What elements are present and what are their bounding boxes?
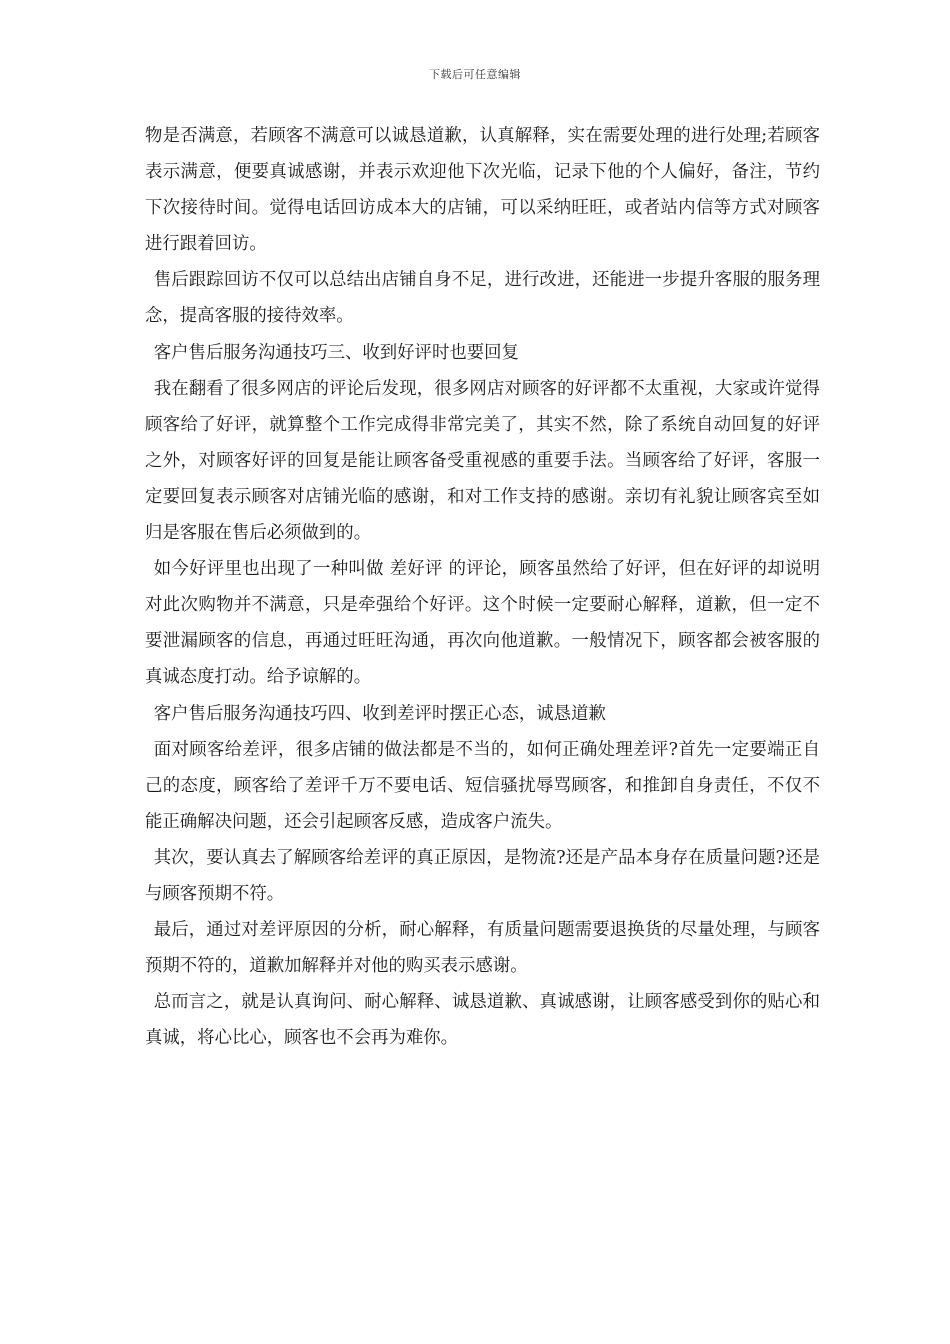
section-heading-3: 客户售后服务沟通技巧三、收到好评时也要回复 — [153, 342, 519, 363]
paragraph-9: 最后，通过对差评原因的分析，耐心解释，有质量问题需要退换货的尽量处理，与顾客预期不符的，道歉加解释并对他的购买表示感谢。 — [145, 920, 820, 977]
document-body — [145, 118, 820, 1056]
paragraph-7: 面对顾客给差评，很多店铺的做法都是不当的，如何正确处理差评?首先一定要端正自己的态度，顾客给了差评千万不要电话、短信骚扰辱骂顾客，和推卸自身责任，不仅不能正确解决问题，还会引起顾客反感，造成客户流失。 — [145, 739, 820, 832]
paragraph-1: 物是否满意，若顾客不满意可以诚恳道歉，认真解释，实在需要处理的进行处理;若顾客表示满意，便要真诚感谢，并表示欢迎他下次光临，记录下他的个人偏好，备注，节约下次接待时间。觉得电话回访成本大的店铺，可以采纳旺旺，或者站内信等方式对顾客进行跟着回访。 — [145, 126, 820, 255]
paragraph-10: 总而言之，就是认真询问、耐心解释、诚恳道歉、真诚感谢，让顾客感受到你的贴心和真诚，将心比心，顾客也不会再为难你。 — [145, 992, 820, 1049]
paragraph-8: 其次，要认真去了解顾客给差评的真正原因，是物流?还是产品本身存在质量问题?还是与顾客预期不符。 — [145, 847, 820, 904]
paragraph-2: 售后跟踪回访不仅可以总结出店铺自身不足，进行改进，还能进一步提升客服的服务理念，提高客服的接待效率。 — [145, 270, 820, 327]
paragraph-5: 如今好评里也出现了一种叫做 差好评 的评论，顾客虽然给了好评，但在好评的却说明对此次购物并不满意，只是牵强给个好评。这个时候一定要耐心解释，道歉，但一定不要泄漏顾客的信息，再通过旺旺沟通，再次向他道歉。一般情况下，顾客都会被客服的真诚态度打动。给予谅解的。 — [145, 559, 820, 688]
page-header: 下载后可任意编辑 — [429, 68, 521, 81]
paragraph-4: 我在翻看了很多网店的评论后发现，很多网店对顾客的好评都不太重视，大家或许觉得顾客给了好评，就算整个工作完成得非常完美了，其实不然，除了系统自动回复的好评之外，对顾客好评的回复是能让顾客备受重视感的重要手法。当顾客给了好评，客服一定要回复表示顾客对店铺光临的感谢，和对工作支持的感谢。亲切有礼貌让顾客宾至如归是客服在售后必须做到的。 — [145, 378, 820, 544]
section-heading-4: 客户售后服务沟通技巧四、收到差评时摆正心态，诚恳道歉 — [153, 703, 606, 724]
